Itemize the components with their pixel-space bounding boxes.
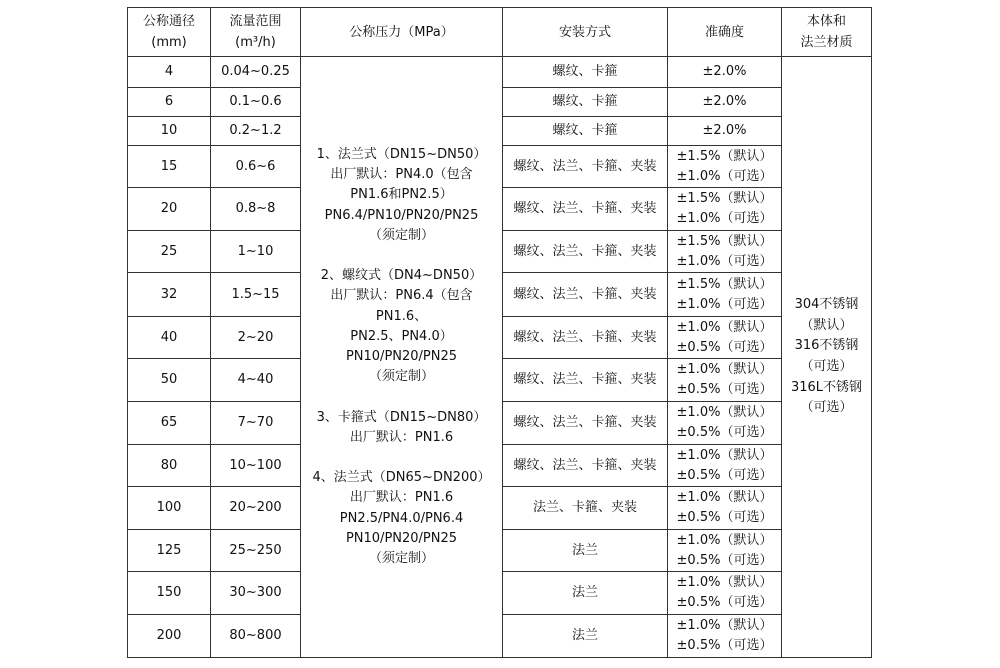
accuracy-default: ±1.0%（默认） [676, 319, 773, 335]
accuracy-default: ±1.0%（默认） [676, 405, 773, 420]
accuracy-default: ±1.5%（默认） [676, 233, 773, 249]
pressure-line: （须定制） [368, 369, 434, 385]
cell-flow-range: 80~800 [211, 615, 301, 658]
pressure-line: 1、法兰式（DN15~DN50） [316, 146, 487, 162]
cell-nominal-diameter: 10 [128, 117, 211, 146]
cell-install-method: 法兰 [503, 530, 668, 572]
pressure-line: PN1.6、 [375, 308, 428, 324]
cell-nominal-diameter: 4 [128, 57, 211, 88]
accuracy-value: ±2.0% [702, 94, 747, 109]
cell-install-method: 螺纹、卡箍 [503, 117, 668, 146]
accuracy-optional: ±1.0%（可选） [676, 211, 773, 226]
cell-nominal-diameter: 50 [128, 359, 211, 402]
cell-nominal-diameter: 100 [128, 487, 211, 530]
accuracy-default: ±1.5%（默认） [676, 148, 773, 164]
header-line: 安装方式 [558, 24, 611, 40]
cell-nominal-diameter: 25 [128, 231, 211, 273]
cell-accuracy [668, 57, 782, 88]
cell-accuracy [668, 530, 782, 572]
material-line: （默认） [800, 317, 853, 333]
accuracy-optional: ±1.0%（可选） [676, 253, 773, 269]
cell-flow-range: 30~300 [211, 572, 301, 615]
header-unit: (mm) [151, 35, 187, 50]
pressure-line: 出厂默认：PN4.0（包含 [330, 167, 473, 183]
cell-nominal-diameter: 80 [128, 445, 211, 487]
cell-accuracy [668, 402, 782, 445]
pressure-line: 出厂默认：PN1.6 [349, 429, 454, 445]
cell-install-method: 螺纹、法兰、卡箍、夹装 [503, 188, 668, 231]
cell-accuracy [668, 615, 782, 658]
cell-flow-range: 10~100 [211, 445, 301, 487]
cell-install-method: 螺纹、法兰、卡箍、夹装 [503, 445, 668, 487]
cell-accuracy [668, 359, 782, 402]
pressure-line: 2、螺纹式（DN4~DN50） [320, 268, 483, 284]
cell-flow-range: 1.5~15 [211, 273, 301, 317]
pressure-group-flange-dn15-50 [301, 145, 502, 246]
pressure-line: PN1.6和PN2.5） [350, 187, 453, 203]
accuracy-default: ±1.0%（默认） [676, 618, 773, 633]
spec-table [127, 7, 872, 658]
cell-accuracy [668, 146, 782, 188]
cell-flow-range: 4~40 [211, 359, 301, 402]
accuracy-value: ±2.0% [702, 64, 747, 79]
cell-flow-range: 0.8~8 [211, 188, 301, 231]
cell-nominal-diameter: 65 [128, 402, 211, 445]
header-material [782, 8, 872, 57]
cell-install-method: 螺纹、卡箍 [503, 88, 668, 117]
cell-flow-range: 0.04~0.25 [211, 57, 301, 88]
accuracy-default: ±1.0%（默认） [676, 490, 773, 505]
accuracy-optional: ±0.5%（可选） [676, 552, 773, 568]
cell-flow-range: 0.2~1.2 [211, 117, 301, 146]
header-line: 本体和 [806, 14, 846, 29]
accuracy-default: ±1.5%（默认） [676, 191, 773, 206]
material-line: 304不锈钢 [794, 297, 859, 313]
cell-nominal-diameter: 15 [128, 146, 211, 188]
accuracy-default: ±1.0%（默认） [676, 575, 773, 590]
header-flow-range [211, 8, 301, 57]
material-line: （可选） [800, 359, 853, 374]
accuracy-optional: ±0.5%（可选） [676, 595, 773, 610]
header-line: 准确度 [704, 24, 744, 40]
cell-install-method: 螺纹、法兰、卡箍、夹装 [503, 359, 668, 402]
cell-nominal-diameter: 32 [128, 273, 211, 317]
header-install-method [503, 8, 668, 57]
cell-accuracy [668, 88, 782, 117]
cell-accuracy [668, 231, 782, 273]
cell-flow-range: 0.6~6 [211, 146, 301, 188]
cell-accuracy [668, 487, 782, 530]
header-line: 公称压力（MPa） [349, 24, 454, 40]
accuracy-optional: ±0.5%（可选） [676, 467, 773, 483]
cell-flow-range: 25~250 [211, 530, 301, 572]
cell-flow-range: 20~200 [211, 487, 301, 530]
accuracy-value: ±2.0% [702, 123, 747, 138]
cell-flow-range: 7~70 [211, 402, 301, 445]
accuracy-optional: ±0.5%（可选） [676, 382, 773, 397]
header-unit: (m³/h) [235, 35, 276, 50]
accuracy-optional: ±0.5%（可选） [676, 638, 773, 653]
pressure-line: 出厂默认：PN6.4（包含 [330, 288, 473, 304]
header-line: 公称通径 [142, 14, 195, 29]
cell-flow-range: 1~10 [211, 231, 301, 273]
cell-install-method: 螺纹、卡箍 [503, 57, 668, 88]
header-accuracy [668, 8, 782, 57]
header-row [128, 8, 872, 57]
header-line: 法兰材质 [800, 35, 853, 50]
material-line: 316不锈钢 [794, 338, 859, 354]
accuracy-default: ±1.0%（默认） [676, 362, 773, 377]
accuracy-optional: ±0.5%（可选） [676, 510, 773, 525]
cell-nominal-pressure [301, 57, 503, 658]
pressure-line: （须定制） [368, 550, 434, 566]
pressure-line: 4、法兰式（DN65~DN200） [312, 470, 491, 486]
cell-install-method: 螺纹、法兰、卡箍、夹装 [503, 402, 668, 445]
accuracy-optional: ±0.5%（可选） [676, 425, 773, 440]
cell-install-method: 螺纹、法兰、卡箍、夹装 [503, 273, 668, 317]
cell-nominal-diameter: 6 [128, 88, 211, 117]
pressure-line: 出厂默认：PN1.6 [349, 490, 454, 506]
cell-accuracy [668, 317, 782, 359]
accuracy-optional: ±0.5%（可选） [676, 339, 773, 355]
material-line: （可选） [800, 400, 853, 416]
accuracy-default: ±1.0%（默认） [676, 447, 773, 463]
cell-accuracy [668, 445, 782, 487]
cell-accuracy [668, 117, 782, 146]
cell-flow-range: 2~20 [211, 317, 301, 359]
header-nominal-pressure [301, 8, 503, 57]
cell-install-method: 螺纹、法兰、卡箍、夹装 [503, 146, 668, 188]
cell-nominal-diameter: 125 [128, 530, 211, 572]
table-row [128, 57, 872, 88]
header-line: 流量范围 [229, 14, 282, 29]
cell-accuracy [668, 572, 782, 615]
cell-accuracy [668, 273, 782, 317]
pressure-line: 3、卡箍式（DN15~DN80） [316, 409, 487, 425]
pressure-line: （须定制） [368, 227, 434, 243]
pressure-line: PN10/PN20/PN25 [345, 348, 458, 364]
cell-nominal-diameter: 200 [128, 615, 211, 658]
accuracy-default: ±1.5%（默认） [676, 276, 773, 292]
pressure-line: PN2.5、PN4.0） [350, 328, 453, 344]
cell-install-method: 法兰 [503, 615, 668, 658]
cell-accuracy [668, 188, 782, 231]
cell-install-method: 螺纹、法兰、卡箍、夹装 [503, 317, 668, 359]
cell-install-method: 法兰 [503, 572, 668, 615]
pressure-line: PN2.5/PN4.0/PN6.4 [339, 510, 464, 526]
pressure-group-clamp [301, 408, 502, 448]
cell-nominal-diameter: 40 [128, 317, 211, 359]
accuracy-optional: ±1.0%（可选） [676, 296, 773, 312]
pressure-line: PN10/PN20/PN25 [345, 530, 458, 546]
material-line: 316L不锈钢 [790, 379, 863, 395]
pressure-line: PN6.4/PN10/PN20/PN25 [324, 207, 479, 223]
cell-install-method: 法兰、卡箍、夹装 [503, 487, 668, 530]
accuracy-optional: ±1.0%（可选） [676, 168, 773, 184]
pressure-group-flange-dn65-200 [301, 468, 502, 569]
cell-flow-range: 0.1~0.6 [211, 88, 301, 117]
pressure-group-thread [301, 266, 502, 387]
cell-nominal-diameter: 150 [128, 572, 211, 615]
header-nominal-diameter [128, 8, 211, 57]
cell-install-method: 螺纹、法兰、卡箍、夹装 [503, 231, 668, 273]
cell-nominal-diameter: 20 [128, 188, 211, 231]
cell-material [782, 57, 872, 658]
accuracy-default: ±1.0%（默认） [676, 532, 773, 548]
